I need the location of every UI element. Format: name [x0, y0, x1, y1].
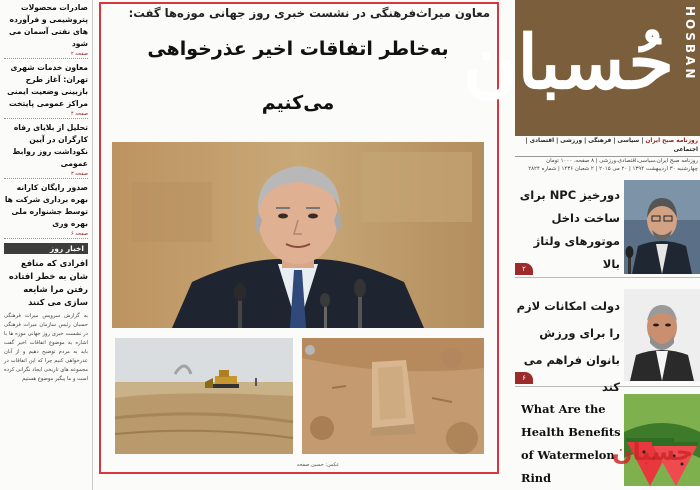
story-npc-page: ۲ [515, 263, 533, 275]
main-story [98, 0, 502, 478]
main-photo [112, 142, 484, 328]
excavation-photo [115, 338, 293, 454]
left-item-2-page: صفحه ۴ [4, 111, 88, 119]
right-column [463, 0, 700, 490]
left-item-4-page: صفحه ۶ [4, 231, 88, 239]
story-npc[interactable] [515, 178, 700, 278]
logo-persian: حُسبان [463, 20, 674, 106]
left-item-1[interactable]: صادرات محصولات پتروشیمی و فرآورده های نفتی آسمان می شود [9, 3, 88, 48]
newspaper-logo[interactable] [463, 0, 700, 136]
main-headline-line2[interactable]: می‌کنیم [261, 92, 335, 114]
left-news-column [0, 0, 93, 490]
main-photo-image [112, 142, 484, 328]
left-item-2[interactable]: معاون خدمات شهری تهران: آغاز طرح بازبینی وضعیت ایمنی مراکز عمومی پایتخت [7, 63, 88, 108]
story-npc-photo [624, 180, 700, 274]
main-pretitle: معاون میراث‌فرهنگی در نشست خبری روز جهانی موزه‌ها گفت: [128, 6, 490, 20]
story-women-sports-text: دولت امکانات لازم را برای ورزش بانوان فراهم می کند [516, 299, 620, 394]
photo-credit: عکس: حسین صفحه [296, 462, 340, 468]
masthead-info [515, 137, 700, 173]
left-item-3[interactable]: تحلیل از بلایای رفاه کارگران در آیین نکوداشت روز روابط عمومی [12, 123, 88, 168]
masthead-tagline: روزنامه صبح ایران [645, 138, 698, 144]
left-body-text: به گزارش سرویس میراث فرهنگی حسبان رئیس سازمان میراث فرهنگی در نشست خبری روز جهانی موزه ها با اشاره به موضوع اتفاقات اخیر گفت باید به مردم توضیح دهیم و از آنان عذرخواهی کنیم چرا که این اتفاقات در مجموعه های تاریخی ایجاد نگرانی کرده است و ما پیگیر موضوع هستیم [4, 313, 88, 382]
masthead-sections: | سیاسی | فرهنگی | ورزشی | اقتصادی | اجتماعی [525, 138, 698, 153]
story-npc-image [624, 180, 700, 274]
story-npc-text: دورخیز NPC برای ساخت داخل موتورهای ولتاژ بالا [519, 188, 620, 271]
left-item-3-page: صفحه ۳ [4, 171, 88, 179]
excavation-photo-image [115, 338, 293, 454]
story-watermelon-title: What Are the Health Benefits of Watermelon Rind [521, 402, 621, 485]
left-big-headline[interactable]: افرادی که منافع شان به خطر افتاده رفتن مرا شایعه سازی می کنند [8, 258, 88, 307]
story-women-sports-photo [624, 289, 700, 381]
artifact-photo [302, 338, 484, 454]
left-item-1-page: صفحه ۲ [4, 51, 88, 59]
left-item-4[interactable]: صدور رایگان کارانه بهره برداری شرکت ها توسط جشنواره ملی بهره وری [4, 183, 88, 228]
story-women-sports-image [624, 289, 700, 381]
logo-english: HOSBAN [683, 6, 697, 82]
masthead-meta: روزنامه صبح ایران،سیاسی،اقتصادی،ورزشی | ۸ صفحه، ۱۰۰۰ تومان [546, 158, 698, 164]
section-label: اخبار روز [4, 243, 88, 254]
story-women-sports[interactable] [515, 285, 700, 394]
masthead-date: چهارشنبه ۳۰ اردیبهشت ۱۳۹۴ | ۲۰ می ۲۰۱۵ | ۲ شعبان ۱۴۳۶ | شماره ۲۸۲۴ [528, 166, 698, 172]
story-women-sports-page: ۶ [515, 372, 533, 384]
watermark-logo: حسبان [612, 438, 694, 466]
main-headline[interactable]: به‌خاطر اتفاقات اخیر عذرخواهی [147, 38, 449, 60]
artifact-photo-image [302, 338, 484, 454]
